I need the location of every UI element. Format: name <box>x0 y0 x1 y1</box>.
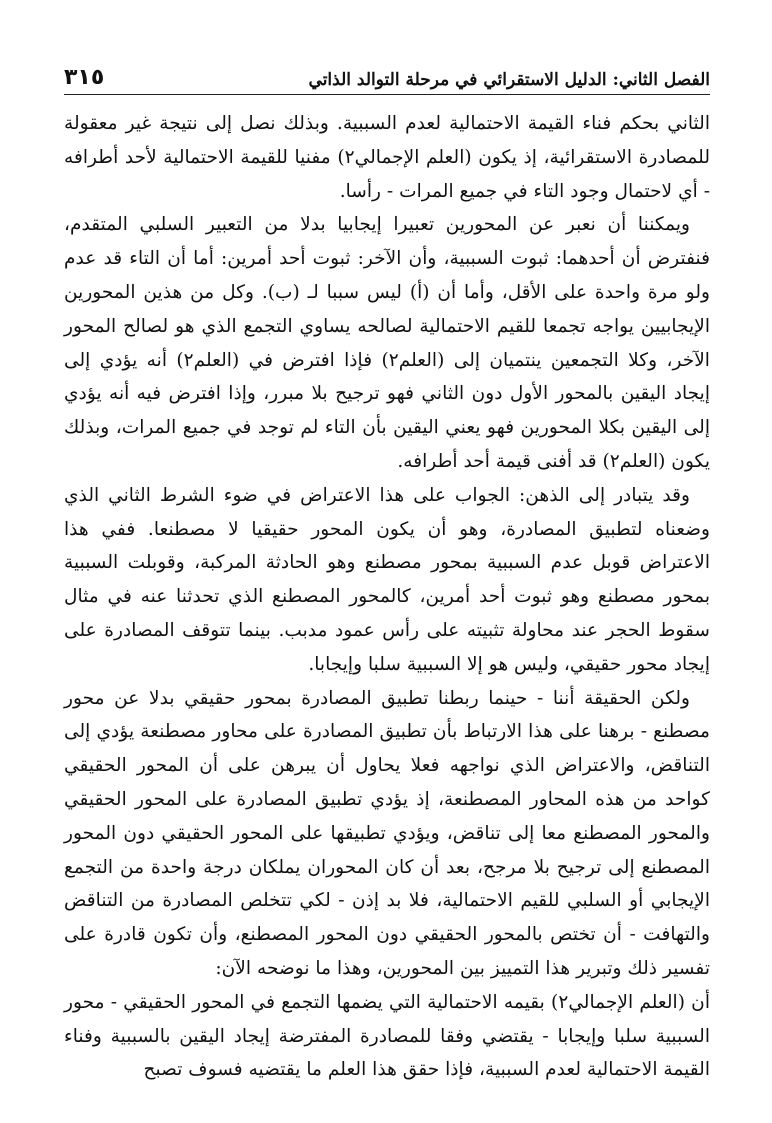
chapter-title: الفصل الثاني: الدليل الاستقرائي في مرحلة التوالد الذاتي <box>308 70 710 90</box>
page-number: ٣١٥ <box>64 65 105 90</box>
paragraph-1: الثاني بحكم فناء القيمة الاحتمالية لعدم السببية. وبذلك نصل إلى نتيجة غير معقولة للمصادرة الاستقرائية، إذ يكون (العلم الإجمالي٢) مفنيا للقيمة الاحتمالية لأحد أطرافه - أي لاحتمال وجود التاء في جميع المرات - رأسا. <box>64 113 710 202</box>
running-header <box>64 58 710 95</box>
paragraph-5: أن (العلم الإجمالي٢) بقيمه الاحتمالية التي يضمها التجمع في المحور الحقيقي - محور السببية سلبا وإيجابا - يقتضي وفقا للمصادرة المفترضة إيجاد اليقين بالسببية وفناء القيمة الاحتمالية لعدم السببية، فإذا حقق هذا العلم ما يقتضيه فسوف تصبح <box>64 991 710 1081</box>
paragraph-3: وقد يتبادر إلى الذهن: الجواب على هذا الاعتراض في ضوء الشرط الثاني الذي وضعناه لتطبيق المصادرة، وهو أن يكون المحور حقيقيا لا مصطنعا. ففي هذا الاعتراض قوبل عدم السببية بمحور مصطنع وهو الحادثة المركبة، وقوبلت السببية بمحور مصطنع وهو ثبوت أحد أمرين، كالمحور المصطنع الذي تحدثنا عنه في مثال سقوط الحجر عند محاولة تثبيته على رأس عمود مدبب. بينما تتوقف المصادرة على إيجاد محور حقيقي، وليس هو إلا السببية سلبا وإيجابا. <box>64 484 710 675</box>
paragraph-4: ولكن الحقيقة أننا - حينما ربطنا تطبيق المصادرة بمحور حقيقي بدلا عن محور مصطنع - برهنا على هذا الارتباط بأن تطبيق المصادرة على محاور مصطنعة يؤدي إلى التناقض، والاعتراض الذي نواجهه فعلا يحاول أن يبرهن على أن المحور الحقيقي كواحد من هذه المحاور المصطنعة، إذ يؤدي تطبيق المصادرة على المحور الحقيقي والمحور المصطنع معا إلى تناقض، ويؤدي تطبيقها على المحور الحقيقي دون المحور المصطنع إلى ترجيح بلا مرجح، بعد أن كان المحوران يملكان درجة واحدة من التجمع الإيجابي أو السلبي للقيم الاحتمالية، فلا بد إذن - لكي تتخلص المصادرة من التناقض والتهافت - أن تختص بالمحور الحقيقي دون المحور المصطنع، وأن تكون قادرة على تفسير ذلك وتبرير هذا التمييز بين المحورين، وهذا ما نوضحه الآن: <box>64 687 710 979</box>
paragraph-2: ويمكننا أن نعبر عن المحورين تعبيرا إيجابيا بدلا من التعبير السلبي المتقدم، فنفترض أن أحدهما: ثبوت السببية، وأن الآخر: ثبوت أحد أمرين: أما أن التاء قد عدم ولو مرة واحدة على الأقل، وأما أن (أ) ليس سببا لـ (ب). وكل من هذين المحورين الإيجابيين يواجه تجمعا للقيم الاحتمالية لصالحه يساوي التجمع الذي هو لصالح المحور الآخر، وكلا التجمعين ينتميان إلى (العلم٢) فإذا افترض في (العلم٢) أنه يؤدي إلى إيجاد اليقين بالمحور الأول دون الثاني فهو ترجيح بلا مبرر، وإذا افترض فيه أنه يؤدي إلى اليقين بكلا المحورين فهو يعني اليقين بأن التاء لم توجد في جميع المرات، وبذلك يكون (العلم٢) قد أفنى قيمة أحد أطرافه. <box>64 214 710 472</box>
body-text <box>64 107 710 1087</box>
